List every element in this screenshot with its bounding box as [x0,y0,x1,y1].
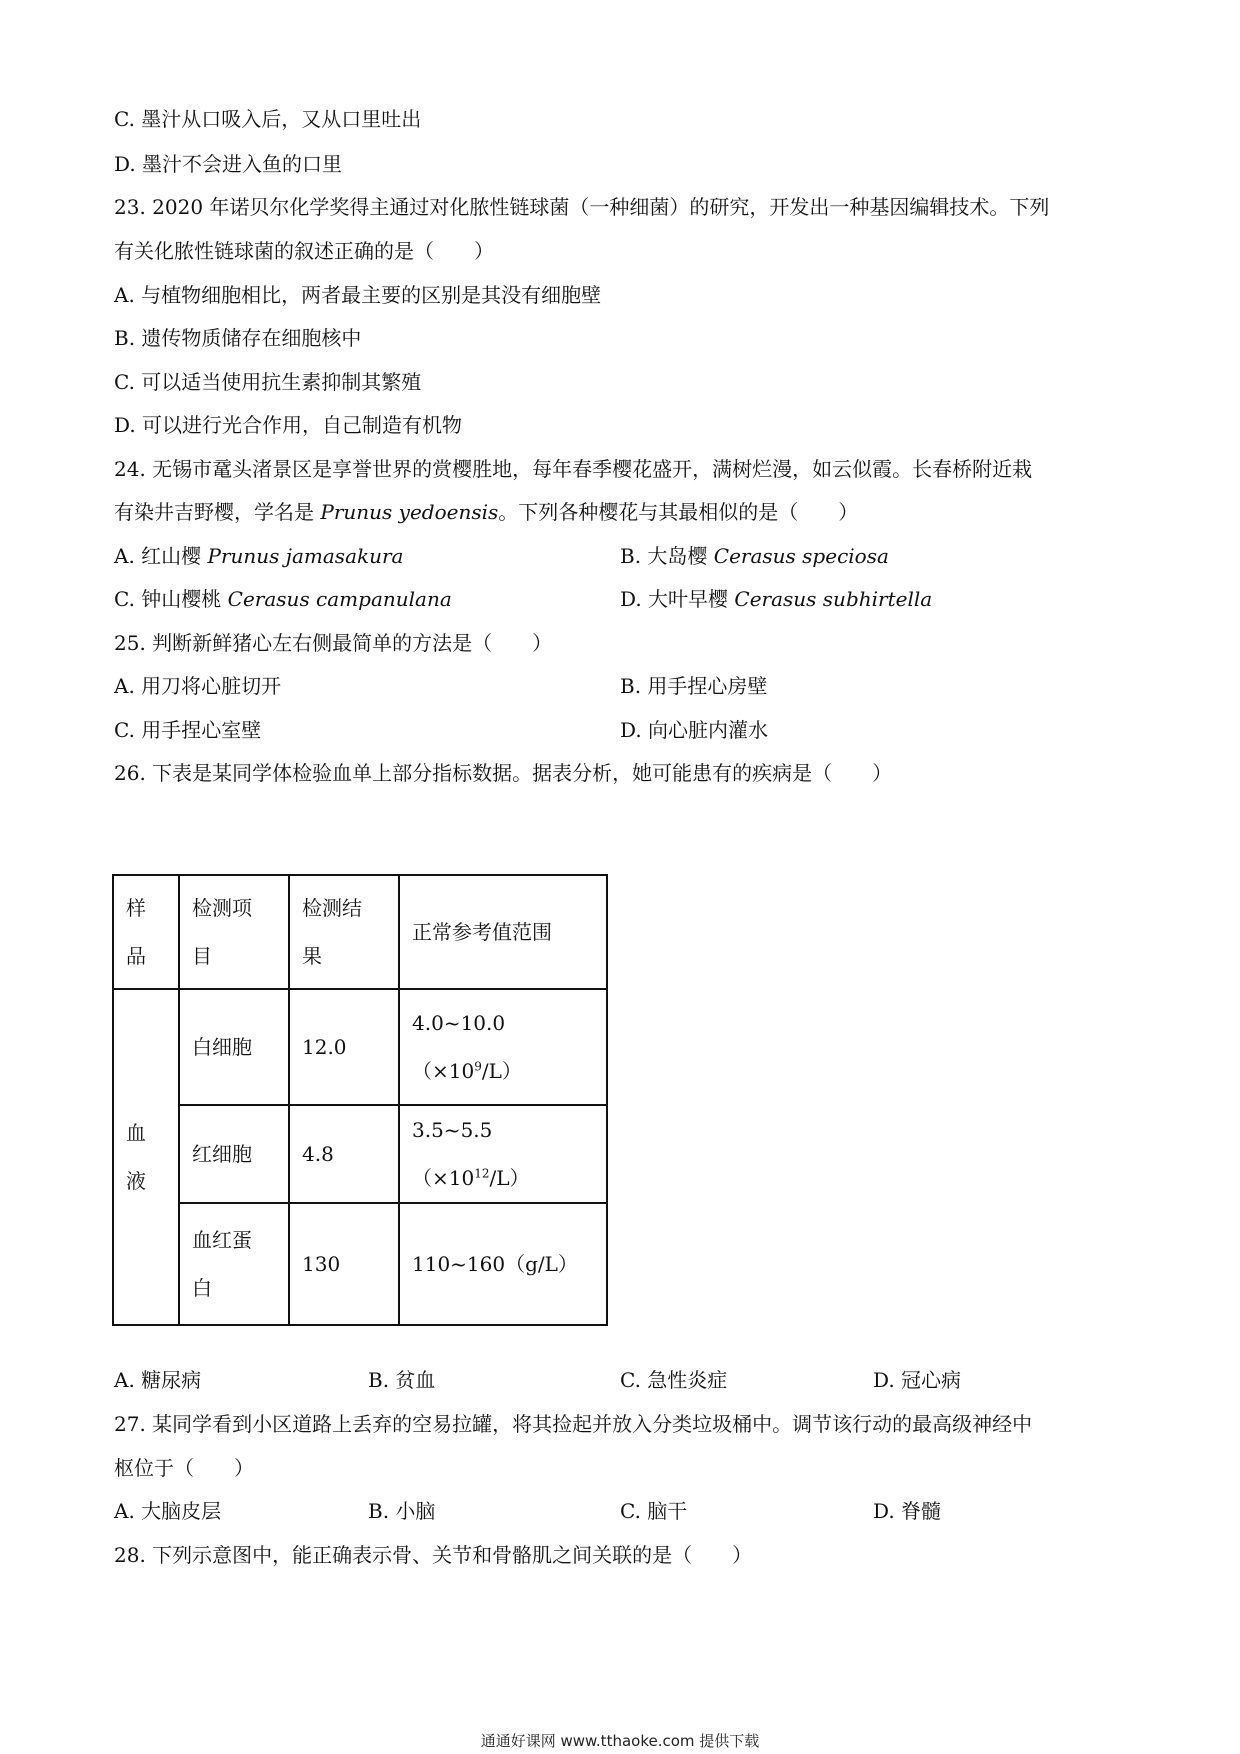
q24-stem-line1: 24. 无锡市鼋头渚景区是享誉世界的赏樱胜地，每年春季樱花盛开，满树烂漫，如云似霞。长春桥附近栽 [114,457,1033,481]
row1-range: 4.0~10.0 $(\times 10^9/L)$ [399,989,607,1105]
q27-option-d: D. 脊髓 [873,1499,942,1523]
q24-latin-name: Prunus yedoensis [320,500,499,524]
table-header-row [113,875,607,989]
row1-item: 白细胞 [179,989,289,1105]
page-footer: 通通好课网 www.tthaoke.com 提供下载 [480,1732,760,1750]
q25-option-c: C. 用手捏心室壁 [114,718,262,742]
q23-stem-line2: 有关化脓性链球菌的叙述正确的是（ ） [114,239,494,263]
row3-result: 130 [289,1203,399,1325]
table-row [113,1203,607,1325]
q26-stem: 26. 下表是某同学体检验血单上部分指标数据。据表分析，她可能患有的疾病是（ ） [114,761,893,785]
row2-result: 4.8 [289,1105,399,1203]
q24-option-a: A. 红山樱 Prunus jamasakura [114,544,404,568]
q24-option-d: D. 大叶早樱 Cerasus subhirtella [620,587,933,611]
q23-option-b: B. 遗传物质储存在细胞核中 [114,326,362,350]
q27-option-a: A. 大脑皮层 [114,1499,222,1523]
q26-option-a: A. 糖尿病 [114,1368,202,1392]
q26-option-c: C. 急性炎症 [620,1368,728,1392]
row1-result: 12.0 [289,989,399,1105]
header-range: 正常参考值范围 [399,875,607,989]
q27-stem-line2: 枢位于（ ） [114,1456,254,1480]
q26-option-d: D. 冠心病 [873,1368,962,1392]
q24-option-c: C. 钟山樱桃 Cerasus campanulana [114,587,452,611]
header-sample: 样 品 [113,875,179,989]
q25-stem: 25. 判断新鲜猪心左右侧最简单的方法是（ ） [114,631,553,655]
q23-option-c: C. 可以适当使用抗生素抑制其繁殖 [114,370,422,394]
blood-test-table [112,874,608,1326]
q25-option-b: B. 用手捏心房壁 [620,674,768,698]
header-result: 检测结 果 [289,875,399,989]
q25-option-a: A. 用刀将心脏切开 [114,674,282,698]
q28-stem: 28. 下列示意图中，能正确表示骨、关节和骨骼肌之间关联的是（ ） [114,1543,753,1567]
q27-stem-line1: 27. 某同学看到小区道路上丢弃的空易拉罐，将其捡起并放入分类垃圾桶中。调节该行动的最高级神经中 [114,1412,1033,1436]
q23-option-a: A. 与植物细胞相比，两者最主要的区别是其没有细胞壁 [114,283,602,307]
table-row [113,1105,607,1203]
row3-item: 血红蛋 白 [179,1203,289,1325]
row2-item: 红细胞 [179,1105,289,1203]
q24-stem-line2: 有染井吉野樱，学名是 Prunus yedoensis。下列各种樱花与其最相似的是（ ） [114,500,859,524]
row2-range: $3.5\sim 5.5(\times 10^{12}/L)$ [399,1105,607,1203]
q26-option-b: B. 贫血 [368,1368,436,1392]
q22-option-d: D. 墨汁不会进入鱼的口里 [114,152,343,176]
sample-cell: 血 液 [113,989,179,1325]
q27-option-c: C. 脑干 [620,1499,688,1523]
table-row [113,989,607,1105]
q23-stem-line1: 23. 2020 年诺贝尔化学奖得主通过对化脓性链球菌（一种细菌）的研究，开发出一种基因编辑技术。下列 [114,195,1050,219]
row3-range: 110~160（g/L） [399,1203,607,1325]
q24-option-b: B. 大岛樱 Cerasus speciosa [620,544,889,568]
q22-option-c: C. 墨汁从口吸入后，又从口里吐出 [114,107,422,131]
q25-option-d: D. 向心脏内灌水 [620,718,769,742]
header-item: 检测项 目 [179,875,289,989]
q27-option-b: B. 小脑 [368,1499,436,1523]
q23-option-d: D. 可以进行光合作用，自己制造有机物 [114,413,463,437]
